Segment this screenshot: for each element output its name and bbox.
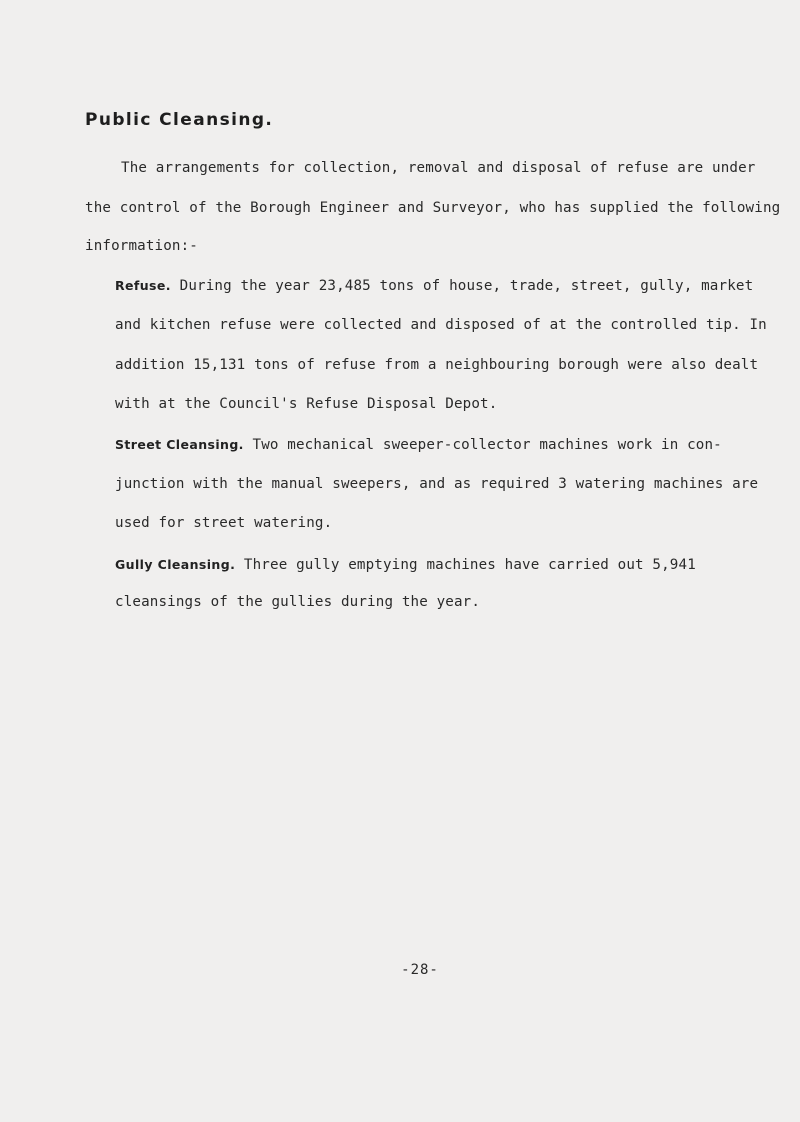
street-cleansing-line-3: used for street watering. — [115, 515, 333, 531]
page-number: -28- — [401, 962, 439, 978]
refuse-line-2: and kitchen refuse were collected and disposed of at the controlled tip. In — [115, 317, 767, 333]
street-cleansing-heading: Street Cleansing. — [115, 437, 244, 452]
refuse-line-3: addition 15,131 tons of refuse from a neighbouring borough were also dealt — [115, 357, 759, 373]
refuse-first-line: During the year 23,485 tons of house, trade, street, gully, market — [179, 278, 754, 294]
gully-cleansing-heading: Gully Cleansing. — [115, 557, 236, 572]
gully-cleansing-first-line: Three gully emptying machines have carried out 5,941 — [243, 557, 696, 573]
gully-cleansing-line-1 — [115, 557, 696, 573]
refuse-heading: Refuse. — [115, 278, 171, 293]
section-heading: Public Cleansing. — [85, 110, 274, 130]
refuse-line-1 — [115, 278, 753, 294]
gully-cleansing-line-2: cleansings of the gullies during the year. — [115, 594, 481, 610]
street-cleansing-line-2: junction with the manual sweepers, and as required 3 watering machines are — [115, 476, 759, 492]
street-cleansing-first-line: Two mechanical sweeper-collector machines work in con- — [252, 437, 722, 453]
intro-line-2: the control of the Borough Engineer and Surveyor, who has supplied the following — [85, 200, 781, 216]
street-cleansing-line-1 — [115, 437, 722, 453]
intro-line-3: information:- — [85, 238, 198, 254]
refuse-line-4: with at the Council's Refuse Disposal Depot. — [115, 396, 498, 412]
intro-line-1: The arrangements for collection, removal and disposal of refuse are under — [121, 160, 756, 176]
